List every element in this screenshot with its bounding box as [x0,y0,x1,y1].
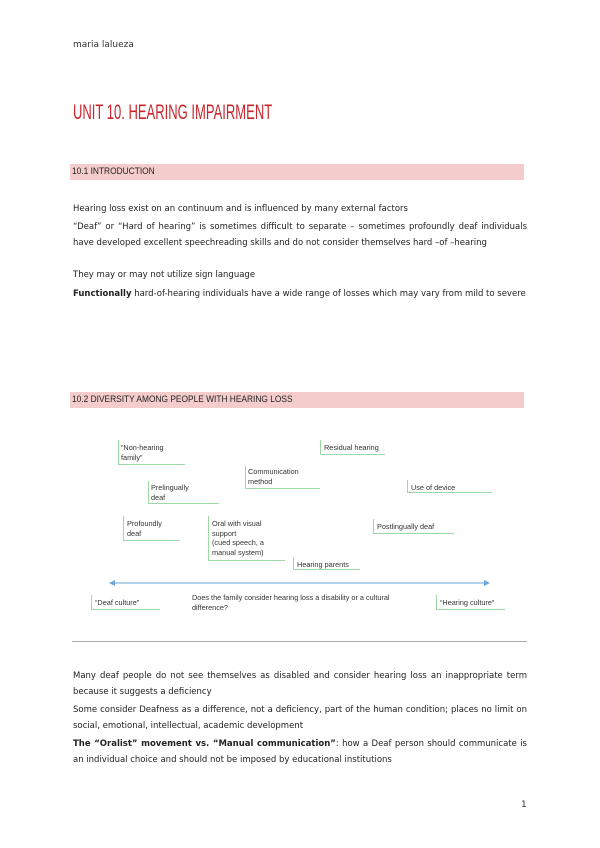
label-profoundly-deaf: Profoundly deaf [127,519,162,538]
diagram-divider [72,641,527,642]
diversity-paragraph-2: Some consider Deafness as a difference, not a deficiency, part of the human condition; places no limit on social, emotional, intellectual, academic development [73,705,527,731]
label-prelingually-deaf: Prelingually deaf [151,483,189,502]
intro-paragraph-2: “Deaf” or “Hard of hearing” is sometimes difficult to separate – sometimes profoundly deaf individuals have developed excellent speechreading skills and do not consider themselves hard –of –hearing [73,222,527,248]
label-hearing-culture: “Hearing culture” [440,598,495,607]
functionally-bold: Functionally [73,289,132,299]
diversity-paragraph-1: Many deaf people do not see themselves as disabled and consider hearing loss an inappropriate term because it suggests a deficiency [73,671,527,697]
label-postlingually-deaf: Postlingually deaf [377,522,435,531]
diversity-paragraph-3 [73,736,527,768]
unit-title: UNIT 10. HEARING IMPAIRMENT [73,101,273,124]
author-name: maria lalueza [73,40,134,50]
label-hearing-parents: Hearing parents [297,560,349,569]
label-communication-method: Communication method [248,467,299,486]
intro-paragraph-1: Hearing loss exist on an continuum and is influenced by many external factors [73,204,408,214]
oralist-movement-bold: The “Oralist” movement vs. “Manual communication” [73,739,336,749]
page-number: 1 [521,800,527,810]
section-heading-label: 10.2 DIVERSITY AMONG PEOPLE WITH HEARING LOSS [72,394,293,405]
intro-paragraph-3: They may or may not utilize sign language [73,270,256,280]
intro-paragraph-4-rest: hard-of-hearing individuals have a wide range of losses which may vary from mild to severe [131,289,526,299]
diversity-paragraph-3-rest: : how a Deaf person should communicate is an individual choice and should not be imposed by educational institutions [73,739,527,765]
label-continuum-question: Does the family consider hearing loss a disability or a cultural difference? [192,593,390,612]
label-deaf-culture: “Deaf culture” [95,598,140,607]
label-use-of-device: Use of device [411,483,456,492]
label-residual-hearing: Residual hearing [324,443,379,452]
label-non-hearing-family: “Non-hearing family” [121,443,164,462]
section-heading-label: 10.1 INTRODUCTION [72,166,155,177]
label-oral-visual-support: Oral with visual support (cued speech, a manual system) [212,519,264,557]
